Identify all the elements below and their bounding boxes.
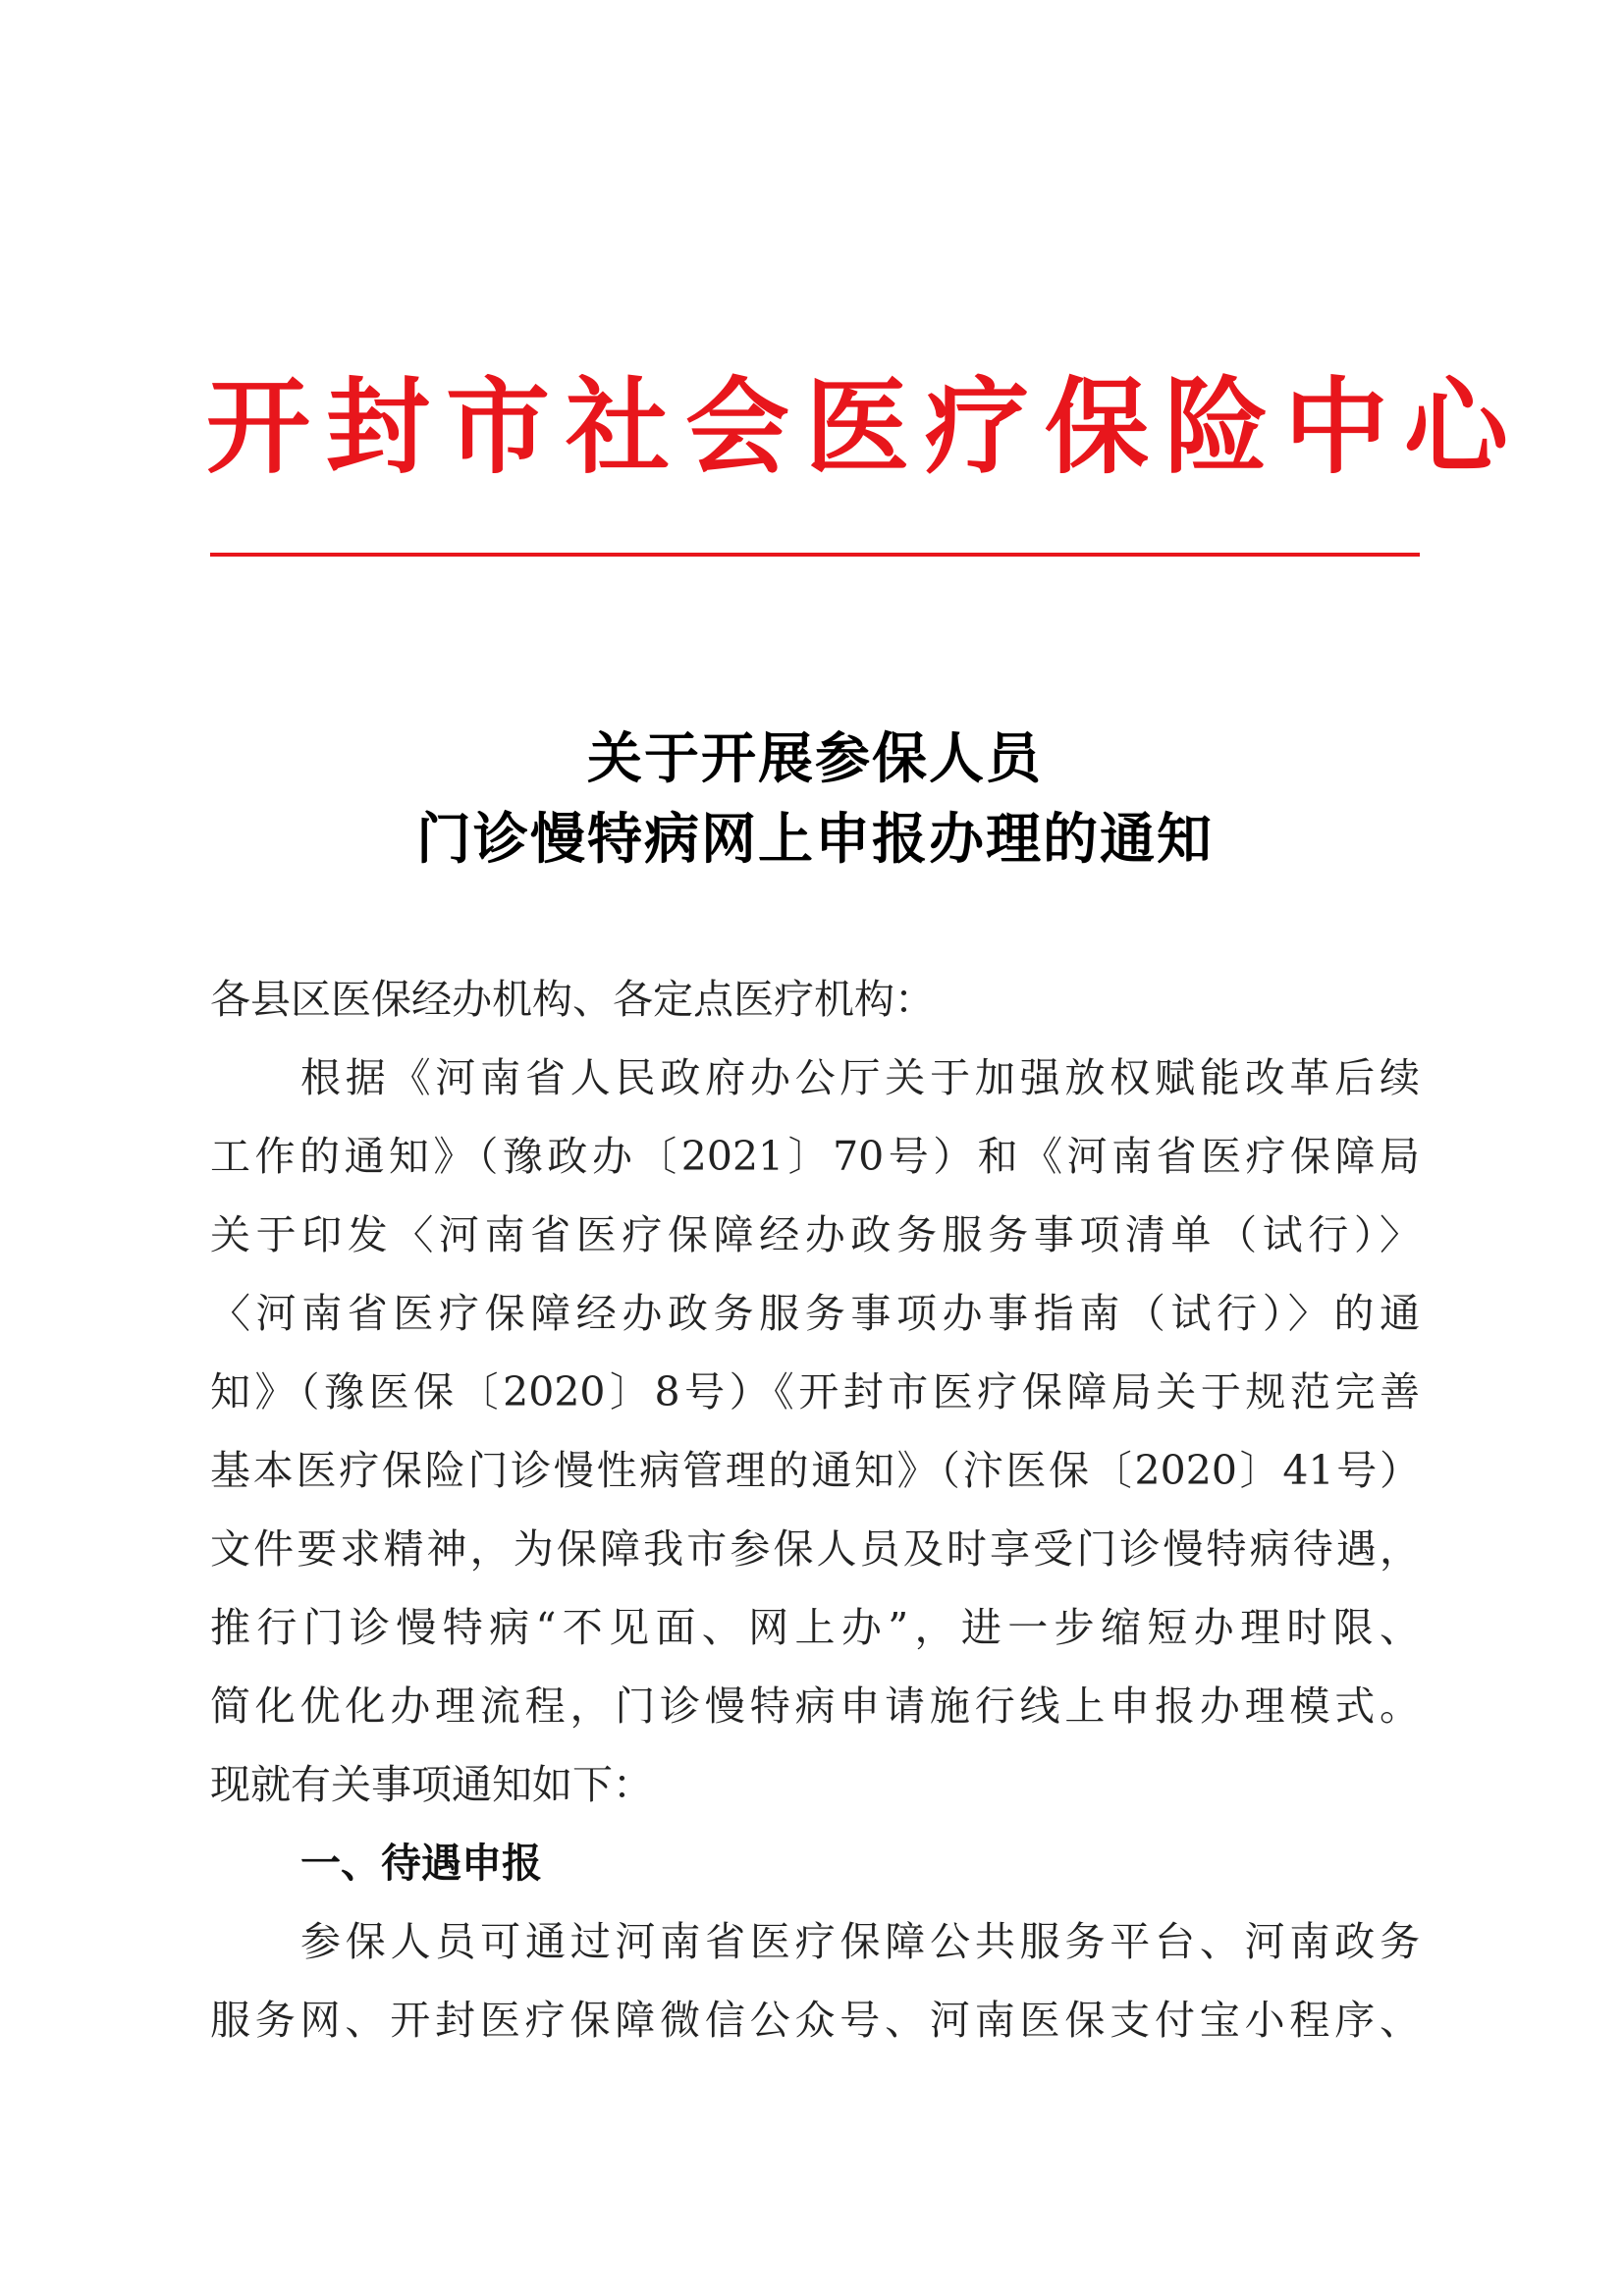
paragraph-line: 〈河南省医疗保障经办政务服务事项办事指南（试行）〉的通 (210, 1290, 1420, 1337)
paragraph-line: 关于印发〈河南省医疗保障经办政务服务事项清单（试行）〉 (210, 1211, 1420, 1258)
document-title-line-2: 门诊慢特病网上申报办理的通知 (416, 807, 1214, 872)
paragraph-line: 推行门诊慢特病“不见面、网上办”，进一步缩短办理时限、 (210, 1604, 1420, 1651)
org-masthead: 开封市社会医疗保险中心 (206, 365, 1524, 488)
paragraph-line: 根据《河南省人民政府办公厅关于加强放权赋能改革后续 (300, 1054, 1420, 1101)
paragraph-line: 现就有关事项通知如下： (210, 1761, 653, 1808)
paragraph-line: 服务网、开封医疗保障微信公众号、河南医保支付宝小程序、 (210, 1997, 1420, 2044)
paragraph-line: 简化优化办理流程，门诊慢特病申请施行线上申报办理模式。 (210, 1682, 1420, 1730)
paragraph-line: 参保人员可通过河南省医疗保障公共服务平台、河南政务 (300, 1918, 1420, 1965)
paragraph-line: 文件要求精神，为保障我市参保人员及时享受门诊慢特病待遇， (210, 1525, 1420, 1573)
document-body (210, 0, 1420, 2296)
salutation: 各县区医保经办机构、各定点医疗机构： (210, 976, 935, 1023)
section-heading: 一、待遇申报 (300, 1840, 542, 1887)
paragraph-line: 知》（豫医保〔2020〕8号）《开封市医疗保障局关于规范完善 (210, 1368, 1420, 1415)
document-title-line-1: 关于开展参保人员 (587, 726, 1043, 791)
paragraph-line: 工作的通知》（豫政办〔2021〕70号）和《河南省医疗保障局 (210, 1133, 1420, 1180)
paragraph-line: 基本医疗保险门诊慢性病管理的通知》（汴医保〔2020〕41号） (210, 1447, 1420, 1494)
